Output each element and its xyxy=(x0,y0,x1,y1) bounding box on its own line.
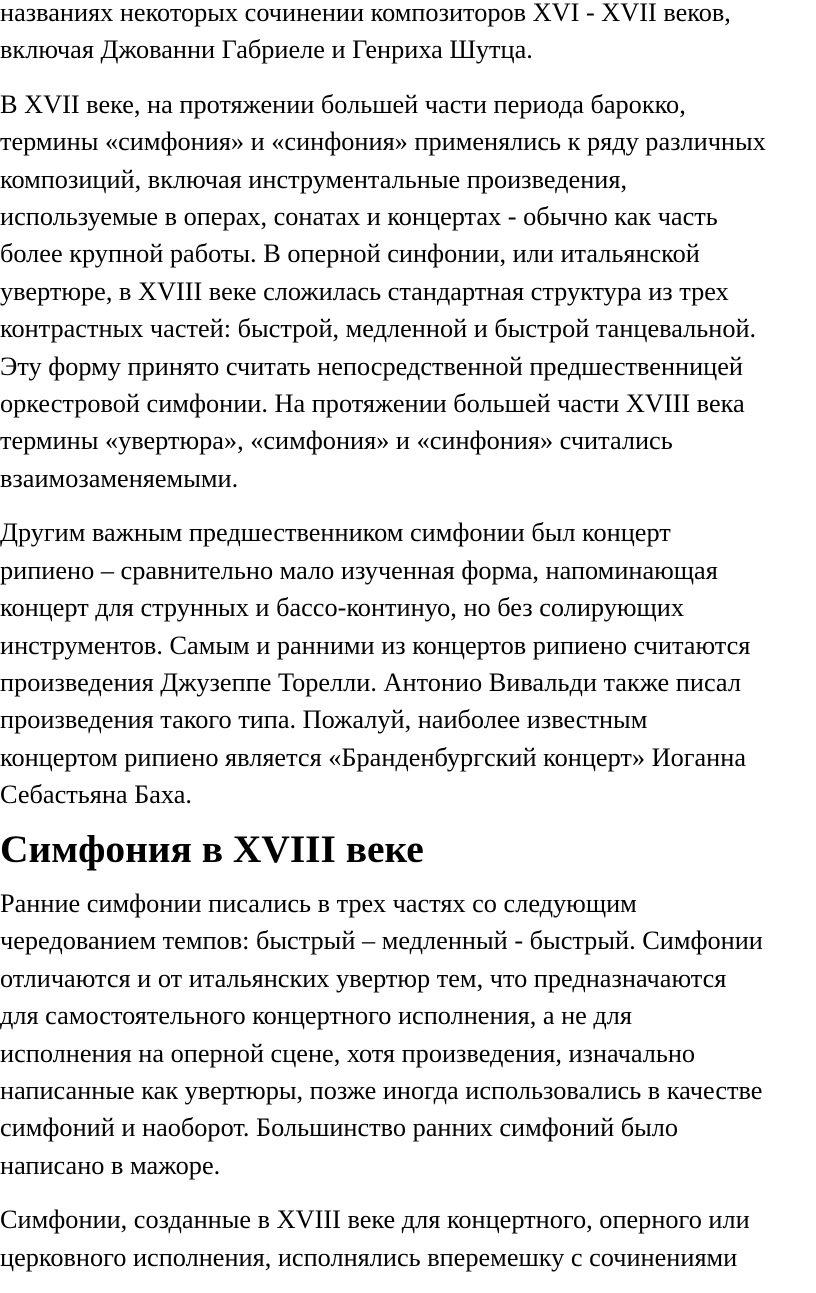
text-line: Себастьяна Баха. xyxy=(0,780,192,810)
text-line: чередованием темпов: быстрый – медленный - быстрый. Симфонии xyxy=(0,926,763,956)
text-line: Ранние симфонии писались в трех частях со следующим xyxy=(0,888,637,918)
text-line: концертом рипиено является «Бранденбургский концерт» Иоганна xyxy=(0,742,746,772)
text-line: рипиено – сравнительно мало изученная форма, напоминающая xyxy=(0,555,718,585)
text-line: контрастных частей: быстрой, медленной и быстрой танцевальной. xyxy=(0,314,757,344)
text-line: отличаются и от итальянских увертюр тем, что предназначаются xyxy=(0,963,727,993)
text-line: включая Джованни Габриеле и Генриха Шутца. xyxy=(0,35,533,65)
paragraph-2 xyxy=(0,86,816,497)
text-line: оркестровой симфонии. На протяжении большей части XVIII века xyxy=(0,389,745,419)
paragraph-5 xyxy=(0,1201,816,1276)
section-heading: Симфония в XVIII веке xyxy=(0,826,424,871)
text-line: Симфонии, созданные в XVIII веке для концертного, оперного или xyxy=(0,1205,750,1235)
text-line: более крупной работы. В оперной синфонии, или итальянской xyxy=(0,239,700,269)
text-line: инструментов. Самым и ранними из концертов рипиено считаются xyxy=(0,630,751,660)
text-line: увертюре, в XVIII веке сложилась стандартная структура из трех xyxy=(0,276,729,306)
paragraph-4 xyxy=(0,885,816,1184)
text-line: термины «увертюра», «симфония» и «синфония» считались xyxy=(0,426,673,456)
text-line: используемые в операх, сонатах и концертах - обычно как часть xyxy=(0,202,718,232)
text-line: названиях некоторых сочинении композиторов XVI - XVII веков, xyxy=(0,0,731,27)
text-line: для самостоятельного концертного исполнения, а не для xyxy=(0,1001,633,1031)
paragraph-3 xyxy=(0,514,816,813)
text-line: концерт для струнных и бассо-континуо, но без солирующих xyxy=(0,593,684,623)
paragraph-1 xyxy=(0,0,816,69)
text-line: симфоний и наоборот. Большинство ранних симфоний было xyxy=(0,1113,679,1143)
text-line: церковного исполнения, исполнялись вперемешку с сочинениями xyxy=(0,1242,738,1272)
text-line: исполнения на оперной сцене, хотя произведения, изначально xyxy=(0,1038,696,1068)
text-line: композиций, включая инструментальные произведения, xyxy=(0,164,628,194)
text-line: произведения Джузеппе Торелли. Антонио Вивальди также писал xyxy=(0,667,741,697)
text-line: произведения такого типа. Пожалуй, наиболее известным xyxy=(0,705,648,735)
text-line: Другим важным предшественником симфонии был концерт xyxy=(0,518,671,548)
text-line: термины «симфония» и «синфония» применялись к ряду различных xyxy=(0,127,766,157)
text-line: В XVII веке, на протяжении большей части периода барокко, xyxy=(0,89,686,119)
text-line: Эту форму принято считать непосредственной предшественницей xyxy=(0,351,743,381)
text-line: взаимозаменяемыми. xyxy=(0,463,239,493)
text-line: написанные как увертюры, позже иногда использовались в качестве xyxy=(0,1075,763,1105)
text-line: написано в мажоре. xyxy=(0,1150,221,1180)
